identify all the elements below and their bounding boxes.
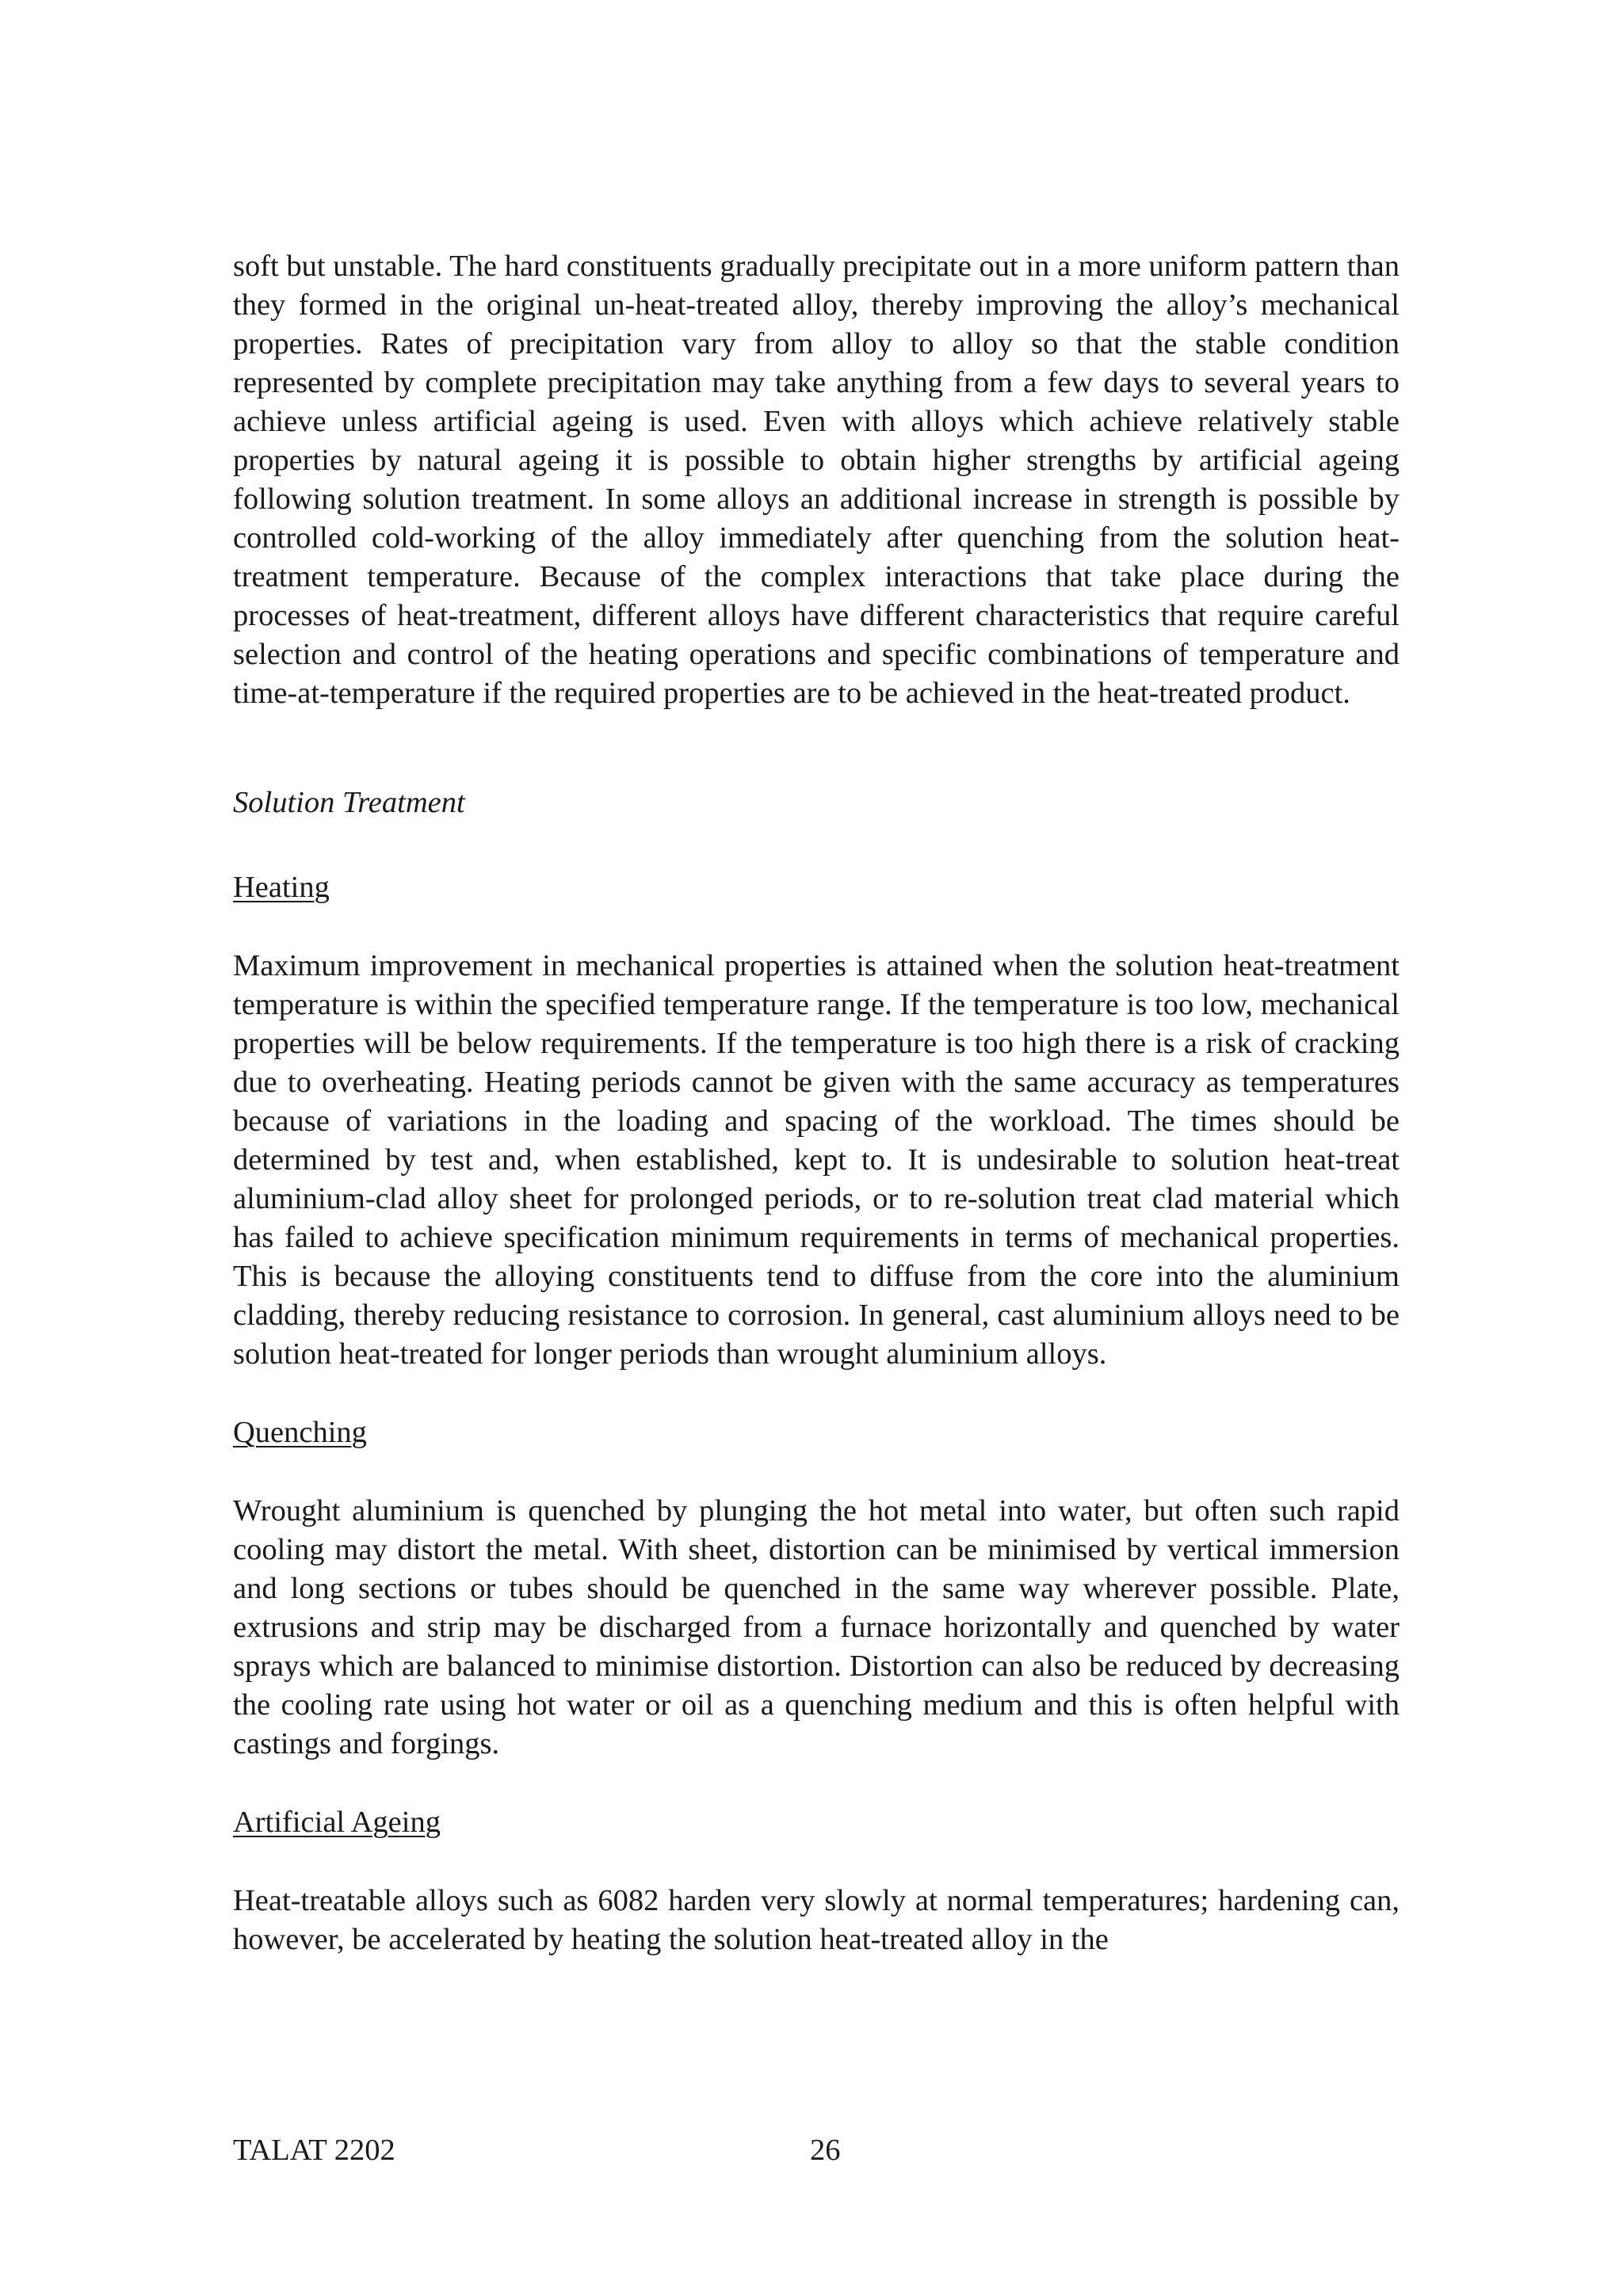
- quenching-paragraph: Wrought aluminium is quenched by plunging the hot metal into water, but often such rapid cooling may distort the metal. With sheet, distortion can be minimised by vertical immersion and long sections or tubes should be quenched in the same way wherever possible. Plate, extrusions and strip may be discharged from a furnace horizontally and quenched by water sprays which are balanced to minimise distortion. Distortion can also be reduced by decreasing the cooling rate using hot water or oil as a quenching medium and this is often helpful with castings and forgings.: [233, 1494, 1400, 1760]
- spacer: [233, 1374, 1400, 1413]
- intro-paragraph: soft but unstable. The hard constituents gradually precipitate out in a more uniform pattern than they formed in the original un-heat-treated alloy, thereby improving the alloy’s mechanical properties. Rates of precipitation vary from alloy to alloy so that the stable condition represented by complete precipitation may take anything from a few days to several years to achieve unless artificial ageing is used. Even with alloys which achieve relatively stable properties by natural ageing it is possible to obtain higher strengths by artificial ageing following solution treatment. In some alloys an additional increase in strength is possible by controlled cold-working of the alloy immediately after quenching from the solution heat-treatment temperature. Because of the complex interactions that take place during the processes of heat-treatment, different alloys have different characteristics that require careful selection and control of the heating operations and specific combinations of temperature and time-at-temperature if the required properties are to be achieved in the heat-treated product.: [233, 250, 1400, 710]
- page-body: [233, 247, 1400, 1959]
- section-title: Solution Treatment: [233, 786, 465, 819]
- heating-heading: Heating: [233, 871, 330, 904]
- artificial-ageing-heading: Artificial Ageing: [233, 1806, 441, 1839]
- spacer: [233, 1452, 1400, 1492]
- page-footer: [233, 2131, 1400, 2171]
- spacer: [233, 907, 1400, 947]
- spacer: [233, 1842, 1400, 1882]
- footer-doc-id: TALAT 2202: [233, 2134, 395, 2167]
- quenching-heading: Quenching: [233, 1416, 367, 1449]
- artificial-ageing-paragraph: Heat-treatable alloys such as 6082 harden very slowly at normal temperatures; hardening can, however, be accelerated by heating the solution heat-treated alloy in the: [233, 1884, 1400, 1956]
- footer-page-number: 26: [810, 2134, 841, 2167]
- spacer: [233, 713, 1400, 784]
- spacer: [233, 822, 1400, 868]
- heating-paragraph: Maximum improvement in mechanical properties is attained when the solution heat-treatment temperature is within the specified temperature range. If the temperature is too low, mechanical properties will be below requirements. If the temperature is too high there is a risk of cracking due to overheating. Heating periods cannot be given with the same accuracy as temperatures because of variations in the loading and spacing of the workload. The times should be determined by test and, when established, kept to. It is undesirable to solution heat-treat aluminium-clad alloy sheet for prolonged periods, or to re-solution treat clad material which has failed to achieve specification minimum requirements in terms of mechanical properties. This is because the alloying constituents tend to diffuse from the core into the aluminium cladding, thereby reducing resistance to corrosion. In general, cast aluminium alloys need to be solution heat-treated for longer periods than wrought aluminium alloys.: [233, 949, 1400, 1371]
- spacer: [233, 1764, 1400, 1803]
